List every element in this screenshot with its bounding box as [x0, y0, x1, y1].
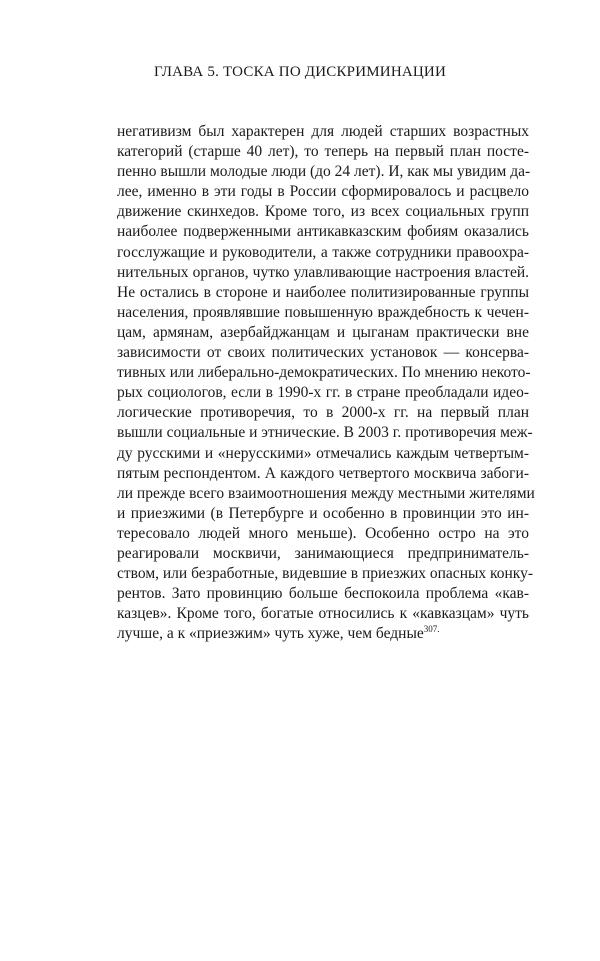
- text-line: тересовало людей много меньше). Особенно остро на это: [117, 524, 529, 542]
- text-line: категорий (старше 40 лет), то теперь на первый план посте-: [117, 143, 529, 161]
- text-line: ду русскими и «нерусскими» отмечались каждым четвертым-: [117, 444, 529, 462]
- text-line: негативизм был характерен для людей старших возрастных: [117, 123, 529, 140]
- text-line: тивных или либерально-демократических. По мнению некото-: [117, 364, 531, 382]
- text-line: рых социологов, если в 1990-х гг. в стране преобладали идео-: [117, 384, 529, 402]
- text-line: госслужащие и руководители, а также сотрудники правоохра-: [117, 243, 529, 261]
- text-line: пенно вышли молодые люди (до 24 лет). И, как мы увидим да-: [117, 163, 531, 181]
- text-line: рентов. Зато провинцию больше беспокоила проблема «кав-: [117, 585, 529, 603]
- text-line: нительных органов, чутко улавливающие настроения властей.: [117, 263, 529, 281]
- text-line: логические противоречия, то в 2000-х гг. на первый план: [117, 404, 529, 422]
- text-line-last: [117, 624, 529, 644]
- text-line: и приезжими (в Петербурге и особенно в провинции это ин-: [117, 504, 529, 522]
- text-line: Не остались в стороне и наиболее политизированные группы: [117, 283, 529, 301]
- body-text: [117, 122, 535, 644]
- text-line: вышли социальные и этнические. В 2003 г. противоречия меж-: [117, 424, 533, 442]
- text-line: наиболее подверженными антикавказским фобиям оказались: [117, 223, 529, 241]
- text-line: ли прежде всего взаимоотношения между местными жителями: [117, 484, 535, 502]
- text-line: населения, проявлявшие повышенную враждебность к чечен-: [117, 303, 529, 321]
- text-line: цам, армянам, азербайджанцам и цыганам практически вне: [117, 323, 529, 341]
- text-line: движение скинхедов. Кроме того, из всех социальных групп: [117, 203, 529, 221]
- footnote-reference: 307.: [423, 624, 440, 635]
- text-line: ством, или безработные, видевшие в приезжих опасных конку-: [117, 565, 534, 583]
- text-line: пятым респондентом. А каждого четвертого москвича забоги-: [117, 464, 529, 482]
- text-line: реагировали москвичи, занимающиеся предприниматель-: [117, 544, 529, 562]
- text-line: казцев». Кроме того, богатые относились к «кавказцам» чуть: [117, 605, 529, 623]
- running-head: ГЛАВА 5. ТОСКА ПО ДИСКРИМИНАЦИИ: [154, 64, 446, 80]
- text-line: лее, именно в эти годы в России сформировалось и расцвело: [117, 183, 529, 201]
- text-line: зависимости от своих политических установок — консерва-: [117, 344, 529, 362]
- last-line-text: лучше, а к «приезжим» чуть хуже, чем бедные: [117, 625, 424, 643]
